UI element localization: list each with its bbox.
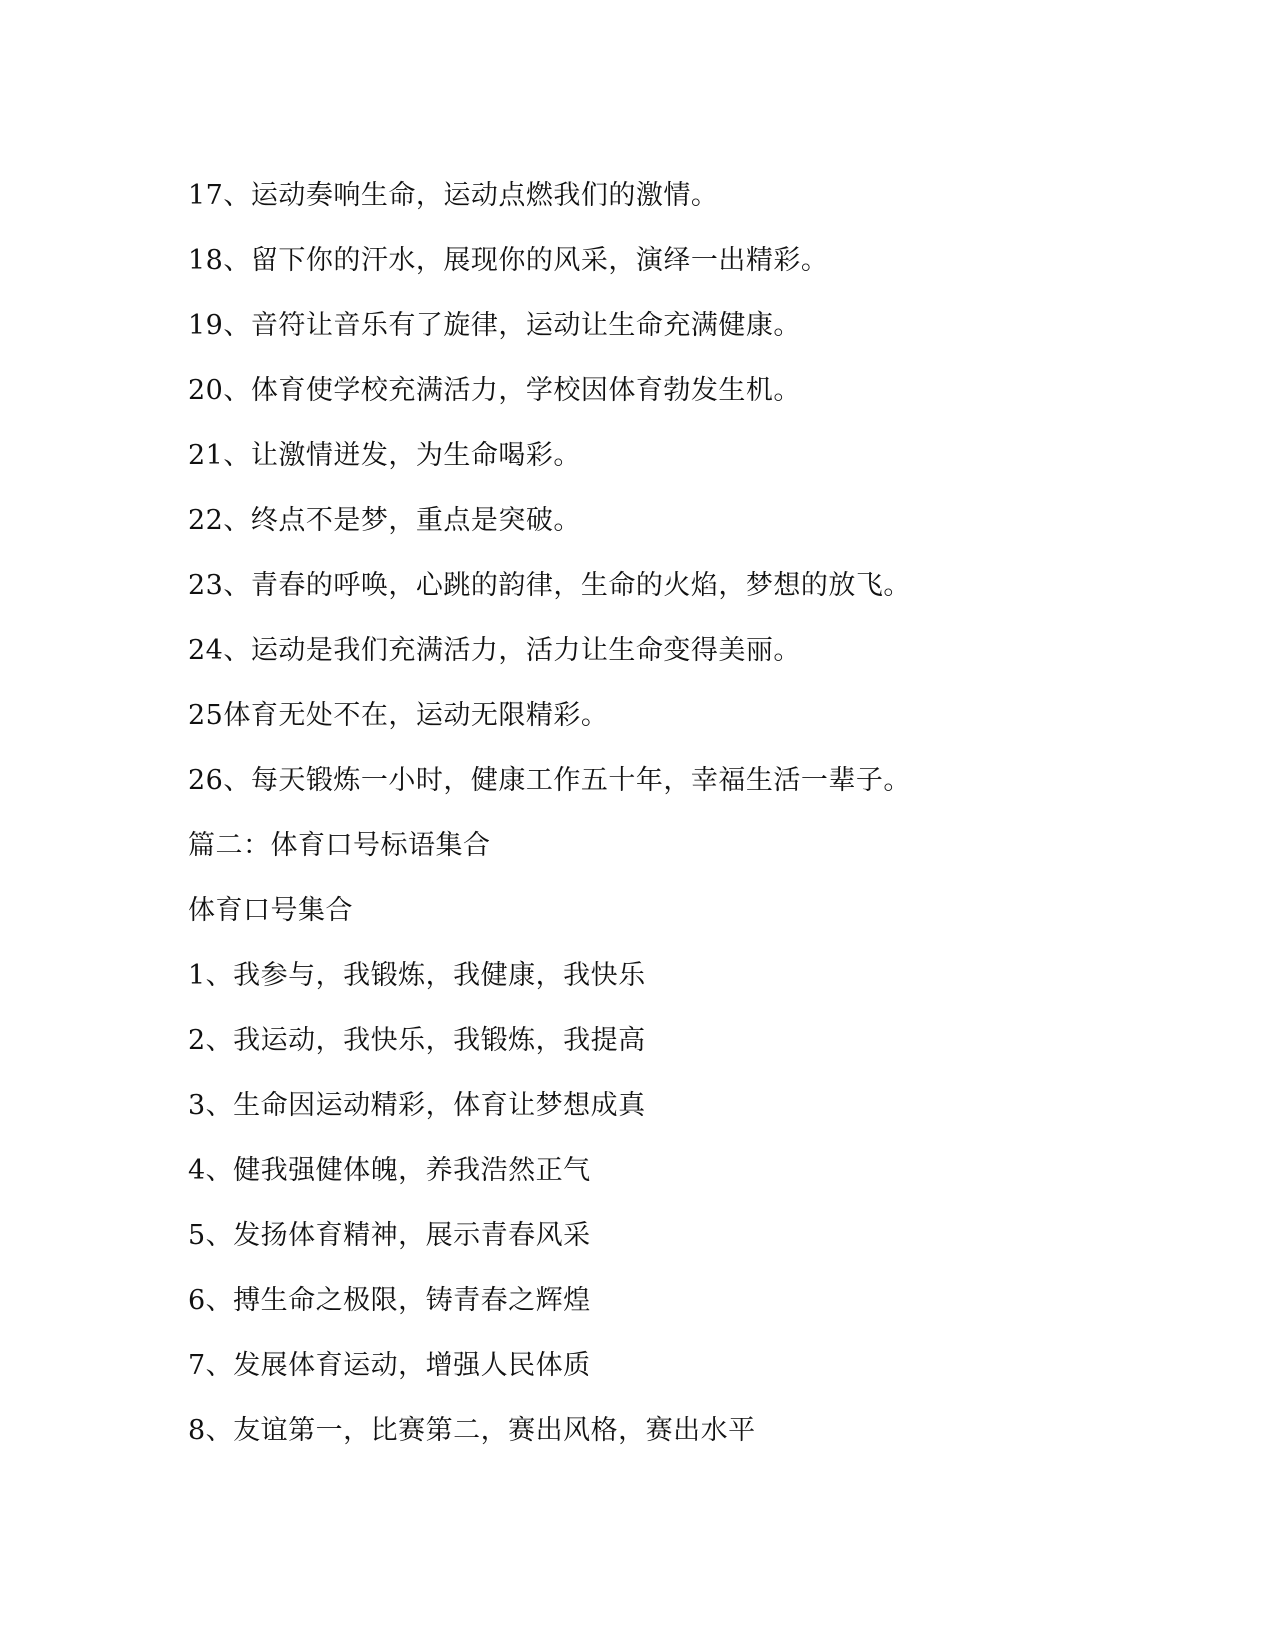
- list-item: 6、搏生命之极限，铸青春之辉煌: [188, 1285, 591, 1316]
- list-item: 1、我参与，我锻炼，我健康，我快乐: [188, 960, 646, 991]
- list-item: 22、终点不是梦，重点是突破。: [188, 505, 581, 536]
- list-item: 17、运动奏响生命，运动点燃我们的激情。: [188, 180, 719, 211]
- list-item: 20、体育使学校充满活力，学校因体育勃发生机。: [188, 375, 801, 406]
- list-item: 24、运动是我们充满活力，活力让生命变得美丽。: [188, 635, 801, 666]
- section-heading: 篇二：体育口号标语集合: [188, 830, 491, 861]
- list-item: 5、发扬体育精神，展示青春风采: [188, 1220, 591, 1251]
- list-item: 19、音符让音乐有了旋律，运动让生命充满健康。: [188, 310, 801, 341]
- document-body: [188, 163, 1148, 1463]
- list-item: 3、生命因运动精彩，体育让梦想成真: [188, 1090, 646, 1121]
- list-item: 26、每天锻炼一小时，健康工作五十年，幸福生活一辈子。: [188, 765, 911, 796]
- list-item: 18、留下你的汗水，展现你的风采，演绎一出精彩。: [188, 245, 829, 276]
- list-item: 7、发展体育运动，增强人民体质: [188, 1350, 591, 1381]
- list-item: 25体育无处不在，运动无限精彩。: [188, 700, 609, 731]
- list-item: 21、让激情迸发，为生命喝彩。: [188, 440, 581, 471]
- section-subheading: 体育口号集合: [188, 895, 353, 926]
- list-item: 8、友谊第一，比赛第二，赛出风格，赛出水平: [188, 1415, 756, 1446]
- list-item: 23、青春的呼唤，心跳的韵律，生命的火焰，梦想的放飞。: [188, 570, 911, 601]
- list-item: 2、我运动，我快乐，我锻炼，我提高: [188, 1025, 646, 1056]
- list-item: 4、健我强健体魄，养我浩然正气: [188, 1155, 591, 1186]
